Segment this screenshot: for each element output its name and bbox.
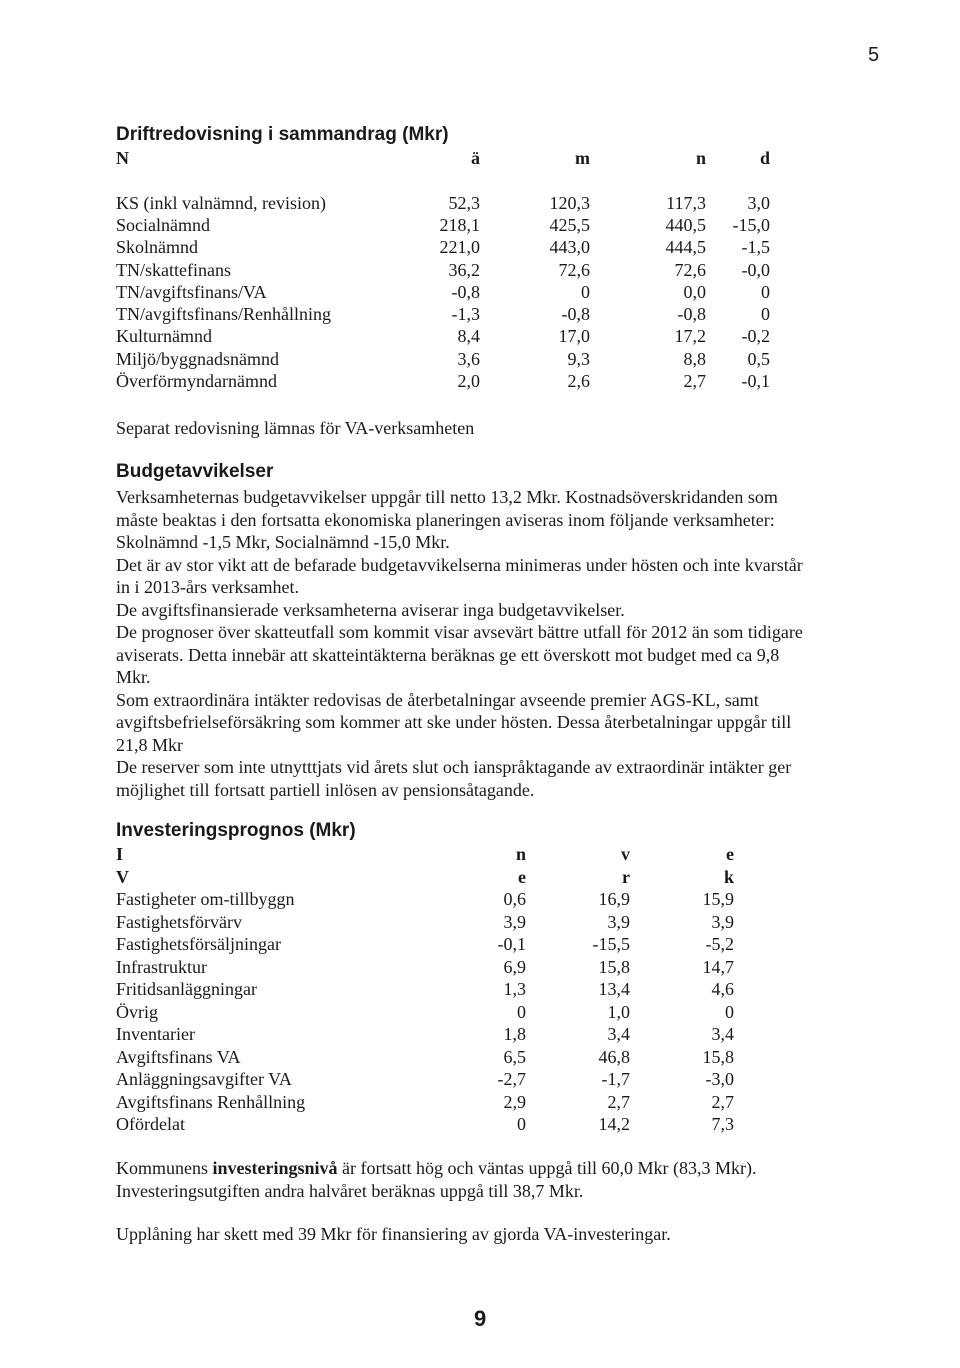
invest-cell: e: [518, 866, 526, 887]
drift-cell: 425,5: [549, 214, 590, 235]
invest-cell: -0,1: [497, 934, 526, 954]
closing-text-bold: investeringsnivå: [212, 1158, 338, 1178]
budget-paragraph: De prognoser över skatteutfall som kommit visar avsevärt bättre utfall för 2012 än som tidigare aviserats. Detta innebär att skatteintäkterna beräknas ge ett överskott mot budget med ca 9,8 Mkr.: [116, 622, 803, 687]
drift-cell: Överförmyndarnämnd: [116, 371, 277, 391]
invest-cell: 0: [725, 1001, 734, 1022]
drift-row: [116, 348, 796, 370]
drift-cell: -0,0: [741, 259, 770, 280]
invest-cell: Infrastruktur: [116, 956, 207, 977]
invest-cell: 46,8: [598, 1046, 630, 1067]
drift-cell: -0,1: [741, 371, 770, 391]
invest-cell: 7,3: [711, 1114, 734, 1134]
invest-cell: Avgiftsfinans VA: [116, 1046, 241, 1067]
invest-cell: Avgiftsfinans Renhållning: [116, 1091, 306, 1112]
drift-cell: -0,2: [741, 326, 770, 347]
invest-cell: Ofördelat: [116, 1114, 185, 1134]
invest-cell: 14,2: [598, 1114, 630, 1134]
drift-cell: -0,8: [561, 304, 590, 325]
drift-cell: 443,0: [549, 237, 590, 258]
invest-cell: -5,2: [705, 934, 734, 954]
drift-row: [116, 259, 796, 281]
invest-row: [116, 1001, 796, 1023]
invest-row: [116, 888, 796, 910]
invest-cell: -15,5: [592, 934, 630, 954]
invest-cell: 13,4: [598, 979, 630, 999]
drift-cell: 3,6: [457, 348, 480, 369]
invest-cell: 1,8: [503, 1024, 526, 1044]
budget-paragraph: De avgiftsfinansierade verksamheterna aviserar inga budgetavvikelser.: [116, 599, 625, 620]
invest-row: [116, 1113, 796, 1135]
invest-cell: 16,9: [598, 889, 630, 909]
drift-cell: 2,0: [457, 371, 480, 391]
invest-cell: 3,9: [607, 911, 630, 932]
drift-cell: TN/avgiftsfinans/VA: [116, 281, 267, 302]
drift-header-row: [116, 169, 796, 191]
drift-cell: 72,6: [558, 259, 590, 280]
invest-cell: 15,8: [598, 956, 630, 977]
invest-cell: Fastigheter om-tillbyggn: [116, 889, 295, 909]
budget-paragraph: De reserver som inte utnytttjats vid årets slut och ianspråktagande av extraordinär intäkter ger möjlighet till fortsatt partiell inlösen av pensionsåtagande.: [116, 757, 792, 800]
drift-heading: Driftredovisning i sammandrag (Mkr): [116, 124, 449, 145]
drift-row: [116, 192, 796, 214]
invest-cell: 1,0: [607, 1001, 630, 1022]
invest-cell: Fastighetsförvärv: [116, 911, 242, 932]
invest-row: [116, 1023, 796, 1045]
drift-cell: Socialnämnd: [116, 214, 210, 235]
drift-cell: n: [695, 148, 706, 168]
closing-text: [116, 1157, 816, 1202]
budget-paragraph: Verksamheternas budgetavvikelser uppgår till netto 13,2 Mkr. Kostnadsöverskridanden som måste beaktas i den fortsatta ekonomiska planeringen aviseras inom följande verksamheter: Skolnämnd -1,5 Mkr, Socialnämnd -15,0 Mkr.: [116, 487, 778, 552]
invest-row: [116, 1046, 796, 1068]
invest-cell: e: [726, 844, 734, 864]
drift-cell: 0: [581, 281, 590, 302]
invest-row: [116, 1091, 796, 1113]
invest-row: [116, 933, 796, 955]
invest-cell: I: [116, 844, 124, 864]
budget-heading: Budgetavvikelser: [116, 461, 274, 482]
drift-row: [116, 370, 796, 392]
footer-page-number: 9: [474, 1306, 487, 1331]
drift-row: [116, 303, 796, 325]
drift-cell: TN/skattefinans: [116, 259, 231, 280]
drift-cell: 9,3: [567, 348, 590, 369]
closing-borrowing: Upplåning har skett med 39 Mkr för finansiering av gjorda VA-investeringar.: [116, 1224, 671, 1244]
invest-row: [116, 978, 796, 1000]
drift-cell: -0,8: [451, 281, 480, 302]
invest-cell: 3,9: [503, 911, 526, 932]
drift-header-row: [116, 147, 796, 169]
closing-text-post: är fortsatt hög och väntas uppgå till 60,0 Mkr (83,3 Mkr).: [337, 1158, 757, 1178]
invest-cell: 3,4: [607, 1024, 630, 1044]
invest-cell: 0,6: [503, 889, 526, 909]
drift-row: [116, 325, 796, 347]
drift-cell: -1,3: [451, 304, 480, 325]
drift-cell: 117,3: [666, 192, 706, 213]
drift-row: [116, 214, 796, 236]
drift-cell: Skolnämnd: [116, 237, 199, 258]
invest-cell: 3,9: [711, 911, 734, 932]
invest-cell: Övrig: [116, 1001, 158, 1022]
invest-row: [116, 956, 796, 978]
drift-cell: 221,0: [439, 237, 480, 258]
drift-row: [116, 281, 796, 303]
drift-cell: -1,5: [741, 237, 770, 258]
drift-cell: Kulturnämnd: [116, 326, 212, 347]
drift-cell: 2,7: [683, 371, 706, 391]
invest-cell: 6,5: [503, 1046, 526, 1067]
drift-cell: d: [759, 148, 770, 168]
invest-cell: Inventarier: [116, 1024, 195, 1044]
invest-header-row: [116, 866, 796, 888]
invest-row: [116, 1068, 796, 1090]
drift-cell: m: [575, 148, 590, 168]
invest-cell: 15,9: [702, 889, 734, 909]
drift-cell: 120,3: [549, 192, 590, 213]
budget-paragraph: Som extraordinära intäkter redovisas de återbetalningar avseende premier AGS-KL, samt avgiftsbefrielseförsäkring som kommer att ske under hösten. Dessa återbetalningar uppgår till 21,8 Mkr: [116, 689, 792, 755]
invest-row: [116, 911, 796, 933]
drift-note: Separat redovisning lämnas för VA-verksamheten: [116, 418, 475, 438]
invest-cell: Anläggningsavgifter VA: [116, 1069, 292, 1089]
drift-cell: 218,1: [439, 214, 480, 235]
invest-cell: v: [621, 844, 630, 864]
invest-cell: r: [622, 866, 630, 887]
invest-cell: 2,7: [607, 1091, 630, 1112]
invest-cell: -3,0: [705, 1069, 734, 1089]
drift-cell: 52,3: [448, 192, 480, 213]
drift-cell: 17,0: [558, 326, 590, 347]
drift-cell: 0: [761, 281, 770, 302]
invest-cell: 15,8: [702, 1046, 734, 1067]
closing-paragraph: Investeringsutgiften andra halvåret beräknas uppgå till 38,7 Mkr.: [116, 1180, 584, 1201]
invest-cell: Fastighetsförsäljningar: [116, 934, 281, 954]
drift-cell: 3,0: [747, 192, 770, 213]
drift-cell: 72,6: [674, 259, 706, 280]
invest-cell: 0: [517, 1001, 526, 1022]
invest-cell: 2,7: [711, 1091, 734, 1112]
invest-cell: -2,7: [497, 1069, 526, 1089]
drift-cell: -15,0: [732, 214, 770, 235]
invest-cell: Fritidsanläggningar: [116, 979, 257, 999]
invest-cell: 3,4: [711, 1024, 734, 1044]
closing-paragraph: [116, 1157, 816, 1180]
drift-cell: 440,5: [665, 214, 706, 235]
drift-cell: KS (inkl valnämnd, revision): [116, 192, 326, 213]
invest-cell: 4,6: [711, 979, 734, 999]
invest-cell: V: [116, 866, 129, 887]
drift-cell: 0,5: [747, 348, 770, 369]
budget-text: [116, 486, 816, 801]
drift-cell: 17,2: [674, 326, 706, 347]
invest-cell: 6,9: [503, 956, 526, 977]
invest-header-row: [116, 843, 796, 865]
drift-cell: -0,8: [677, 304, 706, 325]
drift-cell: 0: [761, 304, 770, 325]
invest-cell: n: [515, 844, 526, 864]
invest-cell: k: [723, 866, 734, 887]
drift-cell: TN/avgiftsfinans/Renhållning: [116, 304, 331, 325]
invest-cell: -1,7: [601, 1069, 630, 1089]
invest-cell: 14,7: [702, 956, 734, 977]
drift-cell: 36,2: [448, 259, 480, 280]
budget-paragraph: Det är av stor vikt att de befarade budgetavvikelserna minimeras under hösten och inte kvarstår in i 2013-års verksamhet.: [116, 554, 803, 597]
invest-cell: 1,3: [503, 979, 526, 999]
invest-heading: Investeringsprognos (Mkr): [116, 820, 356, 841]
drift-cell: N: [116, 148, 129, 168]
page-number: 5: [868, 44, 880, 66]
invest-cell: 0: [517, 1114, 526, 1134]
drift-cell: 8,4: [457, 326, 480, 347]
drift-cell: 8,8: [683, 348, 706, 369]
drift-cell: 2,6: [567, 371, 590, 391]
closing-text-pre: Kommunens: [116, 1158, 213, 1178]
drift-cell: ä: [471, 148, 480, 168]
drift-cell: 444,5: [665, 237, 706, 258]
drift-row: [116, 236, 796, 258]
drift-cell: Miljö/byggnadsnämnd: [116, 348, 279, 369]
invest-cell: 2,9: [503, 1091, 526, 1112]
drift-cell: 0,0: [683, 281, 706, 302]
